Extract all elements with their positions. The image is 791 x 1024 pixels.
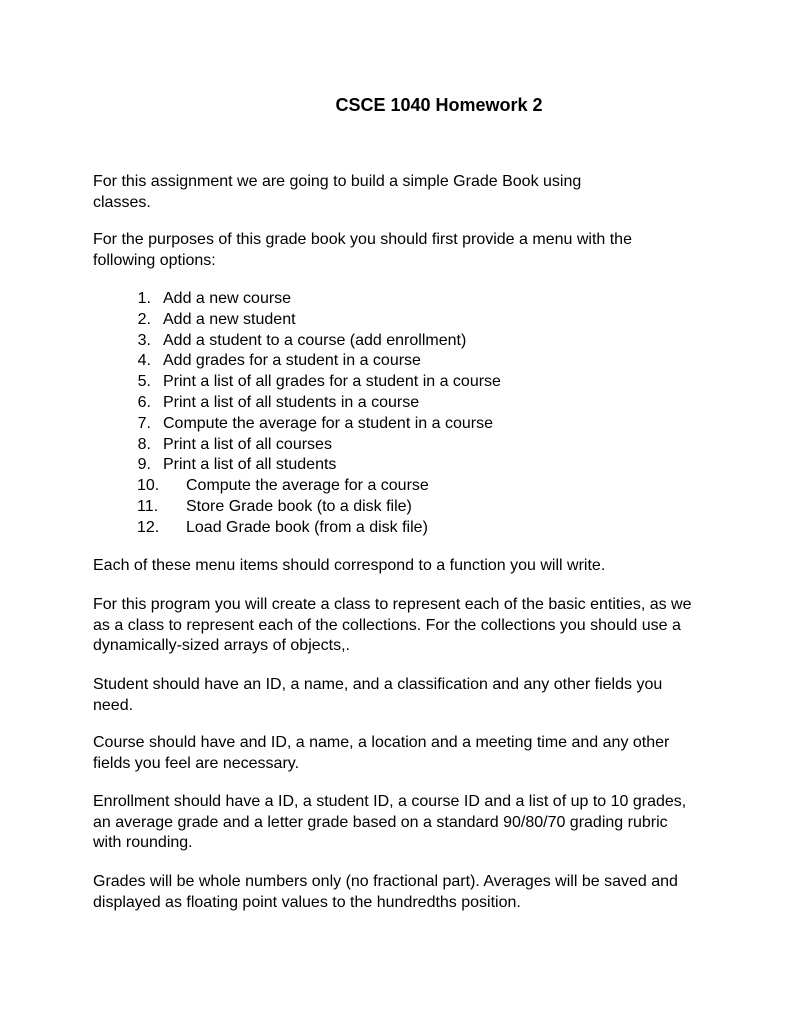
list-item-text: Compute the average for a student in a course <box>163 414 493 432</box>
list-item-number: 12. <box>137 518 160 536</box>
list-item-number: 4. <box>137 352 151 370</box>
menu-intro-paragraph <box>93 230 632 271</box>
classes-line: For this program you will create a class to represent each of the basic entities, as we <box>93 596 692 613</box>
enrollment-line: with rounding. <box>93 834 193 851</box>
classes-line: dynamically-sized arrays of objects,. <box>93 637 350 654</box>
menu-functions-line: Each of these menu items should correspond to a function you will write. <box>93 557 606 574</box>
grades-line: displayed as floating point values to the hundredths position. <box>93 893 521 911</box>
list-item-text: Print a list of all courses <box>163 435 332 453</box>
list-item-text: Add a student to a course (add enrollment) <box>163 331 467 349</box>
grades-paragraph <box>93 872 678 913</box>
list-item-number: 8. <box>137 435 151 453</box>
menu-intro-line: following options: <box>93 251 216 269</box>
list-item-text: Store Grade book (to a disk file) <box>186 497 412 515</box>
course-paragraph <box>93 733 669 774</box>
intro-line: classes. <box>93 193 151 211</box>
classes-line: as a class to represent each of the collections. For the collections you should use a <box>93 616 681 634</box>
list-item-number: 1. <box>137 290 151 307</box>
list-item-number: 6. <box>137 393 151 411</box>
list-item-number: 2. <box>137 310 151 328</box>
menu-functions-paragraph <box>93 556 605 577</box>
course-line: fields you feel are necessary. <box>93 754 300 772</box>
list-item-text: Load Grade book (from a disk file) <box>186 518 428 536</box>
menu-intro-line: For the purposes of this grade book you should first provide a menu with the <box>93 231 632 248</box>
grades-line: Grades will be whole numbers only (no fractional part). Averages will be saved and <box>93 873 678 890</box>
list-item-number: 5. <box>137 373 151 391</box>
list-item-text: Add a new course <box>163 290 292 307</box>
classes-paragraph <box>93 595 692 657</box>
enrollment-paragraph <box>93 792 686 854</box>
student-line: Student should have an ID, a name, and a classification and any other fields you <box>93 676 663 693</box>
intro-line: For this assignment we are going to build a simple Grade Book using <box>93 173 582 190</box>
intro-paragraph <box>93 172 581 213</box>
list-item-number: 9. <box>137 456 151 474</box>
list-item-text: Add a new student <box>163 310 296 328</box>
list-item-text: Print a list of all grades for a student in a course <box>163 373 501 391</box>
list-item-number: 3. <box>137 331 151 349</box>
enrollment-line: an average grade and a letter grade based on a standard 90/80/70 grading rubric <box>93 813 668 831</box>
document-title: CSCE 1040 Homework 2 <box>335 95 543 115</box>
list-item-number: 11. <box>137 497 159 515</box>
student-paragraph <box>93 675 662 716</box>
list-item-text: Compute the average for a course <box>186 477 429 495</box>
student-line: need. <box>93 696 134 714</box>
list-item-number: 7. <box>137 414 151 432</box>
enrollment-line: Enrollment should have a ID, a student ID, a course ID and a list of up to 10 grades, <box>93 793 687 810</box>
list-item-text: Add grades for a student in a course <box>163 352 421 370</box>
list-item-text: Print a list of all students in a course <box>163 393 420 411</box>
list-item-number: 10. <box>137 477 160 495</box>
course-line: Course should have and ID, a name, a location and a meeting time and any other <box>93 734 670 751</box>
list-item-text: Print a list of all students <box>163 456 337 474</box>
